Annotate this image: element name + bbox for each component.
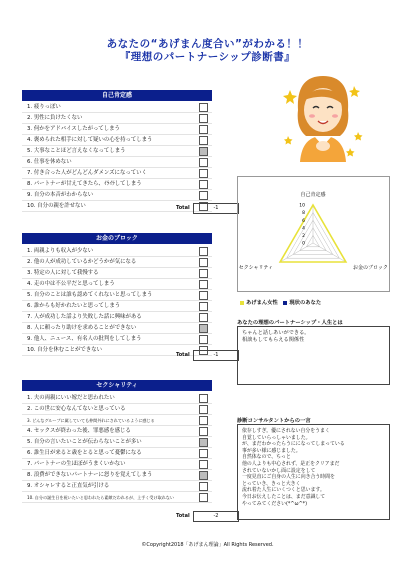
- total-label: Total: [176, 513, 190, 519]
- checklist-row: [22, 124, 212, 135]
- checklist-row: [22, 135, 212, 146]
- checklist-row: [22, 393, 212, 404]
- checklist-checkbox[interactable]: [199, 169, 208, 178]
- radar-chart-panel: [237, 176, 390, 292]
- radar-tick-label: 0: [302, 241, 305, 247]
- checklist-item-text: 2. この世に安心なんてないと思っている: [27, 406, 126, 412]
- checklist-row: [22, 102, 212, 113]
- checklist-item-text: 8. 浪費ができないパートナーに怒りを覚えてしまう: [27, 472, 153, 478]
- copyright-footer: ©Copyright2018「あげまん理論」All Rights Reserved.: [141, 542, 274, 548]
- radar-tick-label: 4: [302, 226, 305, 232]
- checklist-row: [22, 279, 212, 290]
- checklist-item-text: 2. 他の人が成功しているかどうかが気になる: [27, 259, 137, 265]
- checklist-item-text: 2. 男性に負けたくない: [27, 115, 83, 121]
- checklist-row: [22, 179, 212, 190]
- checklist-item-text: 8. 人に頼ったり助けを求めることができない: [27, 325, 137, 331]
- checklist-item-text: 4. 褒められた相手に対して疑いの心を持ってしまう: [27, 137, 153, 143]
- title-line-1: あなたの“あげまん度合い”がわかる！！: [106, 38, 309, 50]
- radar-tick-label: 2: [302, 234, 305, 239]
- checklist-row: [22, 246, 212, 257]
- panel-text-line: とっていき、きっと大きく: [242, 480, 301, 487]
- checklist-item-text: 4. セックスが終わった後、罪悪感を感じる: [27, 428, 131, 434]
- total-label: Total: [176, 352, 190, 358]
- panel-text-line: ちゃんと話しあいができる。: [242, 330, 310, 336]
- checklist-checkbox[interactable]: [199, 405, 208, 414]
- checklist-checkbox[interactable]: [199, 136, 208, 145]
- checklist-item-text: 5. 大事なことほど言えなくなってしまう: [27, 148, 126, 154]
- total-label: Total: [176, 205, 190, 211]
- checklist-item-text: 10. 自分の親を許せない: [27, 203, 86, 209]
- checklist-checkbox[interactable]: [199, 147, 208, 156]
- checklist-checkbox[interactable]: [199, 158, 208, 167]
- checklist-row: [22, 157, 212, 168]
- radar-axis-label-left: セクシャリティ: [238, 265, 273, 271]
- panel-text-line: 事が多い様に感じました。: [242, 447, 301, 454]
- checklist-item-text: 3. 特定の人に対して我慢する: [27, 270, 99, 276]
- panel-text-line: 他の人よりも中心されず、是正をクリアまだ: [242, 460, 340, 467]
- checklist-row: [22, 481, 212, 492]
- checklist-item-text: 7. 付き合った人がどんどんダメンズになっていく: [27, 170, 147, 176]
- checklist-checkbox[interactable]: [199, 103, 208, 112]
- checklist-item-text: 4. 走の中は不公平だと思ってしまう: [27, 281, 115, 287]
- checklist-row: [22, 168, 212, 179]
- checklist-item-text: 1. 両親よりも収入が少ない: [27, 248, 94, 254]
- checklist-item-text: 9. 自分の本音がわからない: [27, 192, 94, 198]
- checklist-row: [22, 415, 212, 426]
- checklist-row: [22, 268, 212, 279]
- checklist-row: [22, 334, 212, 345]
- checklist-item-text: 6. 誰生日が来ると歳をとると思って憂鬱になる: [27, 450, 142, 456]
- checklist-row: [22, 404, 212, 415]
- radar-legend: [240, 298, 321, 306]
- woman-illustration: [278, 70, 368, 162]
- panel-text-line: 依存しすぎ。優にされない自分をうまく: [242, 428, 330, 434]
- checklist-checkbox[interactable]: [199, 247, 208, 256]
- checklist-checkbox[interactable]: [199, 125, 208, 134]
- checklist-row: [22, 437, 212, 448]
- checklist-checkbox[interactable]: [199, 427, 208, 436]
- title-line-2: 『理想のパートナーシップ診断書』: [119, 51, 296, 63]
- radar-axis-label-top: 自己肯定感: [300, 192, 326, 198]
- checklist-row: [22, 492, 212, 503]
- checklist-checkbox[interactable]: [199, 482, 208, 491]
- checklist-checkbox[interactable]: [199, 416, 208, 425]
- consultant-comment-heading: 診断コンサルタントからの一言: [237, 418, 311, 424]
- ideal-partnership-heading: あなたの理想のパートナーシップ・人生とは: [237, 320, 343, 326]
- checklist-row: [22, 290, 212, 301]
- checklist-row: [22, 190, 212, 201]
- radar-axis-label-right: お金のブロック: [353, 265, 388, 271]
- checklist-item-text: 5. 自分のことは誰も認めてくれないと思ってしまう: [27, 292, 153, 298]
- checklist-checkbox[interactable]: [199, 324, 208, 333]
- checklist-checkbox[interactable]: [199, 313, 208, 322]
- checklist-checkbox[interactable]: [199, 493, 208, 502]
- section-heading: 自己肯定感: [22, 90, 212, 101]
- checklist-item-text: 1. 夫の両親にいい嫁だと思われたい: [27, 395, 115, 401]
- legend-swatch-ideal: [240, 301, 244, 305]
- checklist-row: [22, 459, 212, 470]
- checklist-item-text: 9. オシャレすると正直気が引ける: [27, 483, 110, 489]
- checklist-item-text: 1. 疲りっぽい: [27, 104, 61, 110]
- checklist-checkbox[interactable]: [199, 191, 208, 200]
- total-value-box: -1: [193, 350, 239, 361]
- checklist-row: [22, 448, 212, 459]
- checklist-checkbox[interactable]: [199, 302, 208, 311]
- total-value-box: -2: [193, 511, 239, 522]
- checklist-item-text: 3. どんなグループに属していても仲間外れにされているように感じる: [27, 418, 155, 423]
- checklist-item-text: 7. パートナーの生ほぼがうまくいかない: [27, 461, 126, 467]
- total-value-box: -1: [193, 203, 239, 214]
- consultant-comment-box[interactable]: [237, 424, 390, 520]
- checklist-item-text: 6. 仕事を休めない: [27, 159, 72, 165]
- checklist-item-text: 6. 誰からも好かれたいと思ってしまう: [27, 303, 121, 309]
- panel-text-line: 流れ着た人生にいくつくと思います。: [242, 487, 325, 494]
- panel-text-line: が、まだわかったらうにになってしまっている: [242, 441, 345, 448]
- checklist-checkbox[interactable]: [199, 114, 208, 123]
- panel-text-line: 自覚していらっしゃいました。: [242, 434, 311, 441]
- checklist-item-text: 7. 人が成功した話より失敗した話に興味がある: [27, 314, 142, 320]
- radar-tick-label: 10: [299, 203, 305, 209]
- checklist-row: [22, 146, 212, 157]
- ideal-partnership-text: [238, 327, 389, 348]
- checklist-row: [22, 426, 212, 437]
- checklist-row: [22, 323, 212, 334]
- checklist-item-text: 10. 自分を休むことができない: [27, 347, 102, 353]
- legend-swatch-current: [283, 301, 287, 305]
- panel-text-line: 自然体なので、ちっと: [242, 454, 291, 461]
- checklist-checkbox[interactable]: [199, 394, 208, 403]
- checklist-item-text: 5. 自分の言いたいことが伝わらないことが多い: [27, 439, 142, 445]
- radar-chart: [238, 177, 389, 291]
- checklist-checkbox[interactable]: [199, 180, 208, 189]
- panel-text-line: 相談もしてもらえる関係性: [242, 337, 305, 344]
- ideal-partnership-box[interactable]: [237, 326, 390, 385]
- checklist-item-text: 3. 何かをアドバイスしたがってしまう: [27, 126, 120, 132]
- checklist-item-text: 9. 他人、ニュース、有名人の批判をしてしまう: [27, 336, 142, 342]
- section-heading: セクシャリティ: [22, 380, 212, 391]
- checklist-row: [22, 470, 212, 481]
- checklist-checkbox[interactable]: [199, 335, 208, 344]
- legend-label-current: 現状のあなた: [289, 300, 322, 306]
- panel-text-line: 今日お伝えしたことは、まだ意識して: [242, 493, 326, 500]
- checklist-item-text: 10. 自分の誕生日を祝いたいと思われたら素敵だわれるが、上手く受け取れない: [27, 495, 174, 500]
- checklist-checkbox[interactable]: [199, 291, 208, 300]
- checklist-checkbox[interactable]: [199, 449, 208, 458]
- checklist-row: [22, 312, 212, 323]
- checklist-item-text: 8. パートナーが甘えてきたら、ｲﾗｲﾗしてしまう: [27, 181, 142, 187]
- panel-text-line: やってみてください(*^ω^*): [242, 500, 308, 507]
- checklist-row: [22, 257, 212, 268]
- checklist-row: [22, 301, 212, 312]
- checklist-checkbox[interactable]: [199, 258, 208, 267]
- legend-label-ideal: あげまん女性: [246, 300, 278, 306]
- checklist-checkbox[interactable]: [199, 438, 208, 447]
- panel-text-line: されていないかし面に設定をして: [242, 467, 316, 474]
- checklist-checkbox[interactable]: [199, 280, 208, 289]
- section-heading: お金のブロック: [22, 233, 212, 244]
- panel-text-line: 一度見直にご自身の人生に向き合う時間を: [242, 474, 335, 481]
- consultant-comment-text: [238, 425, 389, 510]
- radar-tick-label: 8: [302, 211, 305, 217]
- checklist-row: [22, 113, 212, 124]
- checklist-checkbox[interactable]: [199, 460, 208, 469]
- checklist-checkbox[interactable]: [199, 471, 208, 480]
- checklist-checkbox[interactable]: [199, 269, 208, 278]
- radar-tick-label: 6: [302, 218, 305, 224]
